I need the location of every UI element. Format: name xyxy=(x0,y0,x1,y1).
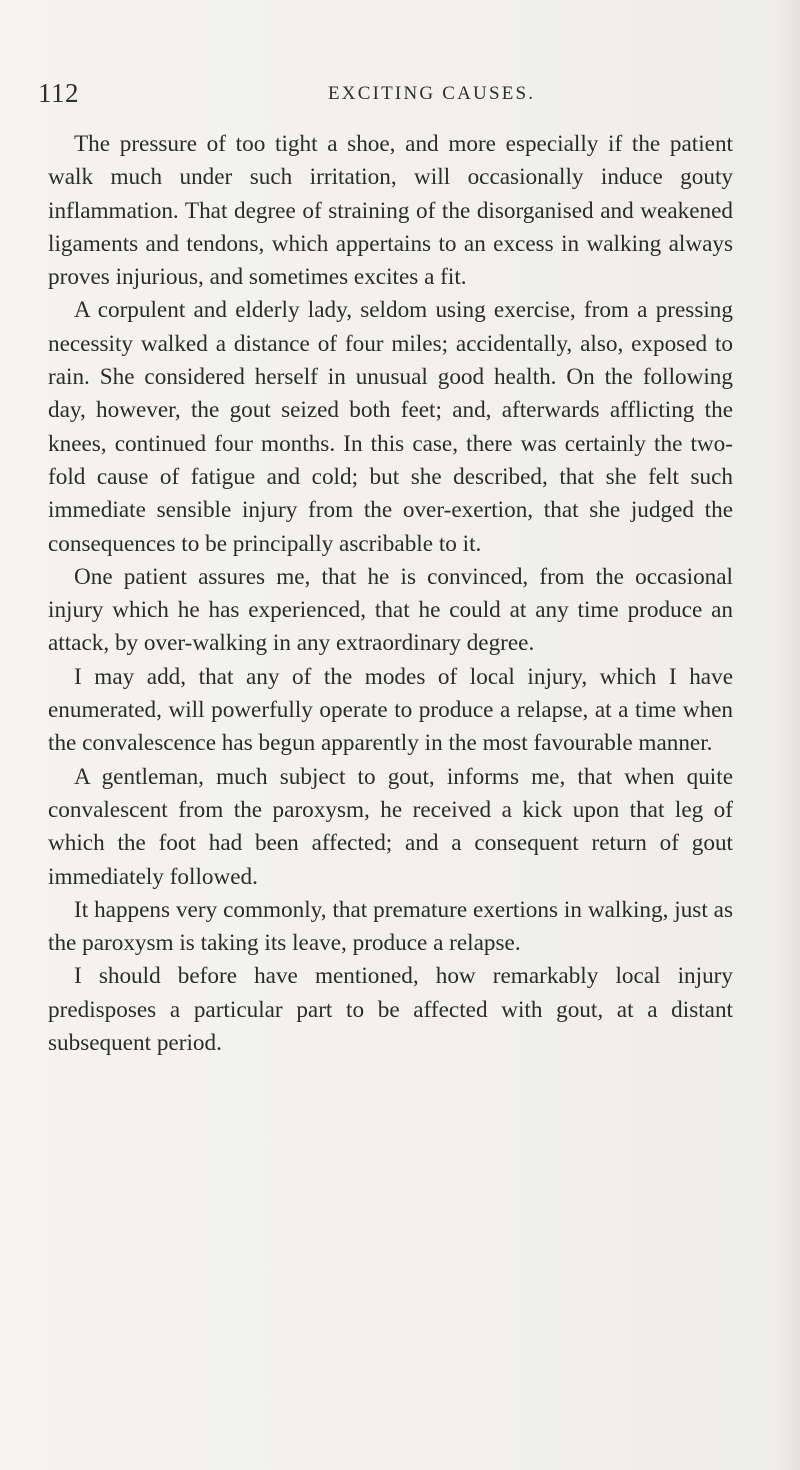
paragraph-gentleman-kick: A gentleman, much subject to gout, informs me, that when quite convalescent from the paroxysm, he received a kick upon that leg of which the foot had been affected; and a consequent return of gout immediately followed. xyxy=(48,763,733,890)
running-title: EXCITING CAUSES. xyxy=(328,83,536,104)
running-head xyxy=(38,78,738,112)
paragraph-corpulent-lady: A corpulent and elderly lady, seldom using exercise, from a pressing necessity walked a distance of four miles; accidentally, also, exposed to rain. She considered herself in unusual good health. On the following day, however, the gout seized both feet; and, afterwards afflicting the knees, continued four months. In this case, there was certainly the two-fold cause of fatigue and cold; but she described, that she felt such immediate sensible injury from the over-exertion, that she judged the consequences to be principally ascribable to it. xyxy=(48,297,733,557)
page-number: 112 xyxy=(38,78,79,108)
body-text xyxy=(48,128,733,1060)
paragraph-patient-assures: One patient assures me, that he is convinced, from the occasional injury which he has experienced, that he could at any time produce an attack, by over-walking in any extraordinary degree. xyxy=(48,563,733,657)
paragraph-tight-shoe: The pressure of too tight a shoe, and more especially if the patient walk much under such irritation, will occasionally induce gouty inflammation. That degree of straining of the disorganised and weakened ligaments and tendons, which appertains to an excess in walking always proves injurious, and sometimes excites a fit. xyxy=(48,131,733,291)
paragraph-local-injury: I should before have mentioned, how remarkably local injury predisposes a particular part to be affected with gout, at a distant subsequent period. xyxy=(48,963,733,1057)
paragraph-relapse: I may add, that any of the modes of local injury, which I have enumerated, will powerfully operate to produce a relapse, at a time when the convalescence has begun apparently in the most favourable manner. xyxy=(48,663,733,757)
paragraph-premature-exertions: It happens very commonly, that premature exertions in walking, just as the paroxysm is taking its leave, produce a relapse. xyxy=(48,896,733,957)
page-edge-shadow xyxy=(778,0,800,1470)
